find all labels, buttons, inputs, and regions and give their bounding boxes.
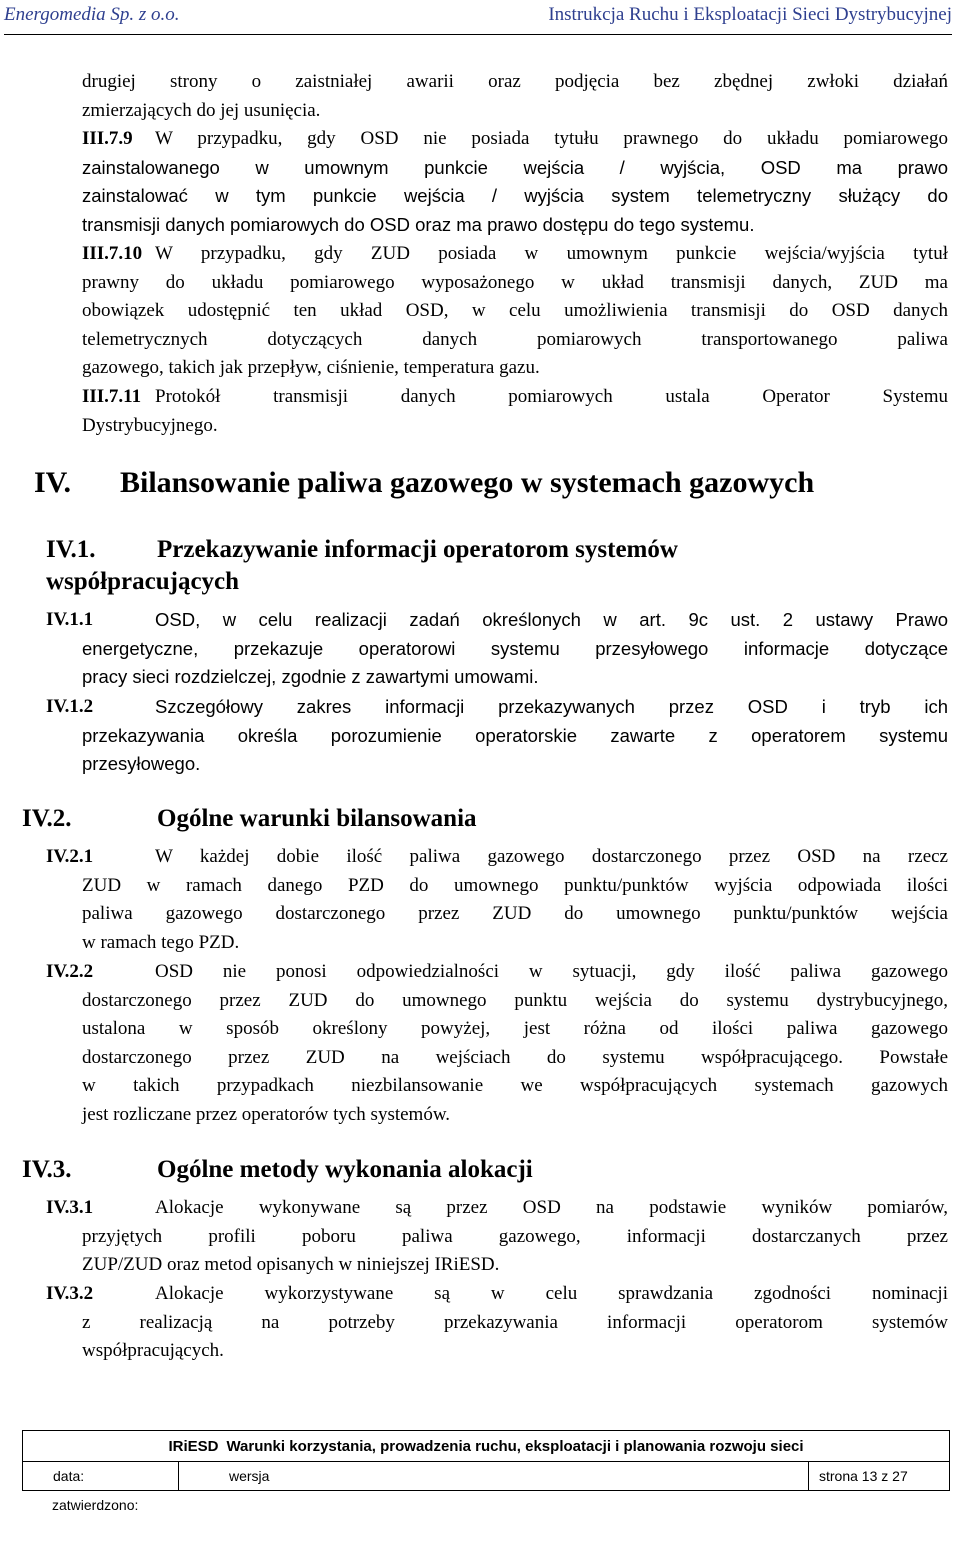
paragraph-III-7-9 — [82, 154, 948, 240]
text-line: Dystrybucyjnego. — [82, 414, 218, 436]
footer-version-label: wersja — [229, 1468, 270, 1484]
paragraph-III-7-11 — [82, 412, 948, 441]
text-line: ZUP/ZUD oraz metod opisanych w niniejszej IRiESD. — [82, 1254, 500, 1276]
text-line: zainstalować w tym punkcie wejścia / wyjścia system telemetryczny służący do — [82, 185, 948, 207]
paragraph-IV-1-2 — [82, 722, 948, 779]
document-title: Instrukcja Ruchu i Eksploatacji Sieci Dystrybucyjnej — [548, 4, 952, 25]
section-number: IV.3.1 — [46, 1197, 94, 1218]
section-number: III.7.11 — [82, 386, 142, 407]
text-line: obowiązek udostępnić ten układ OSD, w celu umożliwienia transmisji do OSD danych — [82, 300, 948, 322]
paragraph-IV-3-2 — [82, 1309, 948, 1366]
section-number: IV.1. — [46, 536, 96, 563]
text-line: jest rozliczane przez operatorów tych systemów. — [82, 1103, 451, 1125]
company-name: Energomedia Sp. z o.o. — [4, 4, 180, 25]
section-number: IV.2.2 — [46, 961, 94, 982]
text-line: paliwa gazowego dostarczonego przez ZUD do umownego punktu/punktów wejścia — [82, 903, 948, 925]
text-line: telemetrycznych dotyczących danych pomiarowych transportowanego paliwa — [82, 328, 948, 350]
paragraph-first-line — [155, 383, 948, 412]
text-line: ustalona w sposób określony powyżej, jest różna od ilości paliwa gazowego — [82, 1018, 948, 1040]
footer-doc-code: IRiESD — [168, 1437, 219, 1455]
text-line: Protokół transmisji danych pomiarowych ustala Operator Systemu — [155, 386, 948, 407]
text-line: z realizacją na potrzeby przekazywania informacji operatorom systemów — [82, 1311, 948, 1333]
paragraph-IV-1-1 — [82, 635, 948, 692]
section-number: IV.1.1 — [46, 609, 94, 630]
page-header — [4, 0, 952, 35]
text-line: zmierzających do jej usunięcia. — [82, 99, 321, 121]
text-line: dostarczonego przez ZUD na wejściach do systemu współpracującego. Powstałe — [82, 1046, 948, 1068]
paragraph-III-7-10 — [82, 269, 948, 383]
chapter-number: IV. — [34, 466, 71, 499]
text-line: drugiej strony o zaistniałej awarii oraz podjęcia bez zbędnej zwłoki działań — [82, 71, 948, 92]
text-line: w ramach tego PZD. — [82, 931, 240, 953]
chapter-title: Bilansowanie paliwa gazowego w systemach gazowych — [120, 466, 815, 499]
footer-meta-row — [22, 1462, 950, 1491]
text-line: Alokacje wykorzystywane są w celu sprawdzania zgodności nominacji — [155, 1283, 948, 1304]
page-footer — [22, 1430, 950, 1519]
footer-approval-row — [22, 1491, 950, 1519]
paragraph-first-line — [155, 1280, 948, 1309]
paragraph-IV-2-2 — [82, 987, 948, 1130]
paragraph-IV-3-1 — [82, 1223, 948, 1280]
section-number: IV.3.2 — [46, 1283, 94, 1304]
text-line: transmisji danych pomiarowych do OSD oraz ma prawo dostępu do tego systemu. — [82, 213, 755, 235]
text-line: Szczegółowy zakres informacji przekazywanych przez OSD i tryb ich — [155, 696, 948, 717]
paragraph-first-line — [155, 125, 948, 154]
text-line: pracy sieci rozdzielczej, zgodnie z zawartymi umowami. — [82, 666, 539, 688]
paragraph-IV-2-1 — [82, 872, 948, 958]
paragraph-first-line — [155, 958, 948, 987]
text-line: OSD nie ponosi odpowiedzialności w sytuacji, gdy ilość paliwa gazowego — [155, 961, 948, 982]
text-line: dostarczonego przez ZUD do umownego punktu wejścia do systemu dystrybucyjnego, — [82, 989, 948, 1011]
paragraph-first-line — [155, 240, 948, 269]
section-title: Ogólne warunki bilansowania — [157, 805, 477, 832]
footer-document-name — [22, 1430, 950, 1462]
continuation-paragraph — [82, 68, 948, 125]
paragraph-first-line — [155, 843, 948, 872]
section-title: Przekazywanie informacji operatorom systemów — [157, 536, 678, 563]
section-number: IV.2. — [22, 805, 72, 832]
section-title: Ogólne metody wykonania alokacji — [157, 1156, 533, 1183]
footer-date-label: data: — [53, 1468, 85, 1484]
text-line: ZUD w ramach danego PZD do umownego punktu/punktów wyjścia odpowiada ilości — [82, 874, 948, 896]
text-line: przekazywania określa porozumienie operatorskie zawarte z operatorem systemu — [82, 724, 948, 746]
text-line: W przypadku, gdy OSD nie posiada tytułu prawnego do układu pomiarowego — [155, 128, 948, 149]
page-number: strona 13 z 27 — [819, 1468, 908, 1484]
text-line: OSD, w celu realizacji zadań określonych w art. 9c ust. 2 ustawy Prawo — [155, 609, 948, 630]
text-line: Alokacje wykonywane są przez OSD na podstawie wyników pomiarów, — [155, 1197, 948, 1218]
text-line: prawny do układu pomiarowego wyposażonego w układ transmisji danych, ZUD ma — [82, 271, 948, 293]
paragraph-first-line — [155, 693, 948, 722]
text-line: gazowego, takich jak przepływ, ciśnienie, temperatura gazu. — [82, 357, 540, 379]
section-title-continued: współpracujących — [46, 568, 240, 595]
section-number: IV.1.2 — [46, 696, 94, 717]
text-line: współpracujących. — [82, 1340, 224, 1362]
text-line: w takich przypadkach niezbilansowanie we współpracujących systemach gazowych — [82, 1075, 948, 1097]
text-line: W przypadku, gdy ZUD posiada w umownym punkcie wejścia/wyjścia tytuł — [155, 243, 948, 264]
text-line: zainstalowanego w umownym punkcie wejścia / wyjścia, OSD ma prawo — [82, 156, 948, 178]
section-number: IV.3. — [22, 1156, 72, 1183]
text-line: przesyłowego. — [82, 753, 201, 775]
footer-approved-label: zatwierdzono: — [52, 1497, 139, 1513]
paragraph-first-line — [155, 1194, 948, 1223]
footer-doc-title: Warunki korzystania, prowadzenia ruchu, eksploatacji i planowania rozwoju sieci — [226, 1437, 804, 1455]
text-line: W każdej dobie ilość paliwa gazowego dostarczonego przez OSD na rzecz — [155, 846, 948, 867]
section-number: III.7.9 — [82, 128, 133, 149]
section-number: IV.2.1 — [46, 846, 94, 867]
text-line: energetyczne, przekazuje operatorowi systemu przesyłowego informacje dotyczące — [82, 637, 948, 659]
section-number: III.7.10 — [82, 243, 143, 264]
paragraph-first-line — [155, 606, 948, 635]
text-line: przyjętych profili poboru paliwa gazowego, informacji dostarczanych przez — [82, 1225, 948, 1247]
